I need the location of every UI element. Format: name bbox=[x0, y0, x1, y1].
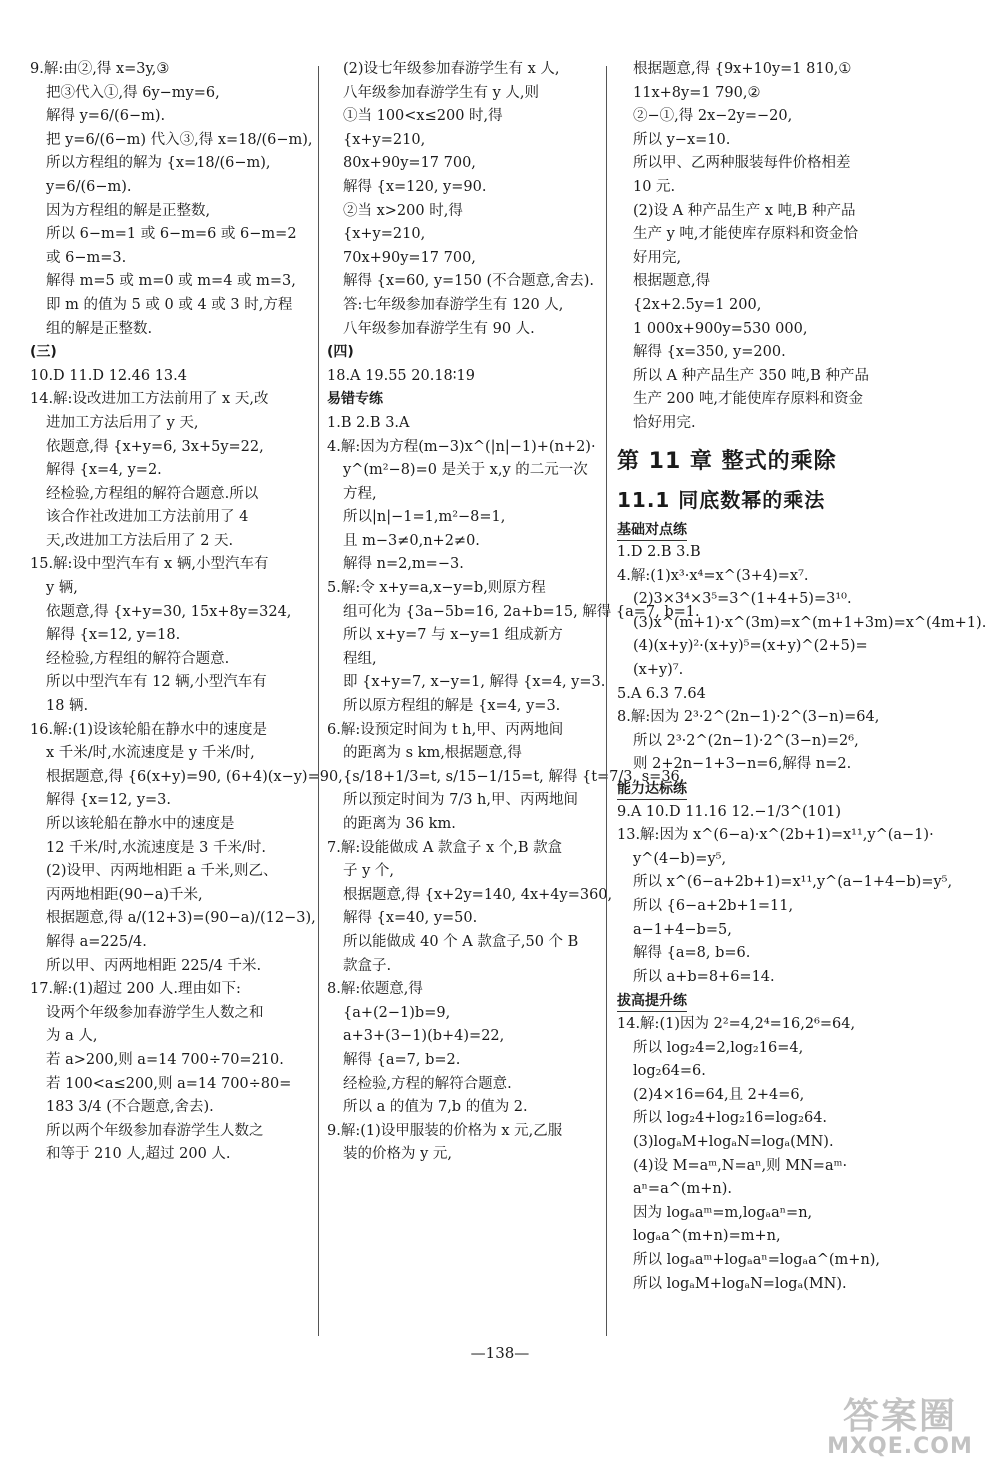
text-line: aⁿ=a^(m+n). bbox=[633, 1181, 733, 1198]
text-line: 所以预定时间为 7/3 h,甲、丙两地间 bbox=[343, 792, 579, 809]
text-line: {x+y=210, bbox=[343, 226, 426, 243]
text-line: 解得 {x=60, y=150 (不合题意,舍去). bbox=[343, 273, 594, 290]
text-line: 9.A 10.D 11.16 12.−1/3^(101) bbox=[617, 803, 842, 820]
text-line: 8.解:依题意,得 bbox=[327, 981, 423, 998]
text-line: 所以 x+y=7 与 x−y=1 组成新方 bbox=[343, 627, 563, 644]
text-line: (2)3×3⁴×3⁵=3^(1+4+5)=3¹⁰. bbox=[633, 591, 852, 608]
text-line: 即 {x+y=7, x−y=1, 解得 {x=4, y=3. bbox=[343, 674, 606, 691]
text-line: 所以 x^(6−a+2b+1)=x¹¹,y^(a−1+4−b)=y⁵, bbox=[633, 874, 953, 891]
text-line: 4.解:因为方程(m−3)x^(|n|−1)+(n+2)· bbox=[327, 438, 596, 455]
text-line: 天,改进加工方法后用了 2 天. bbox=[46, 532, 234, 549]
text-line: 解得 {x=40, y=50. bbox=[343, 910, 478, 927]
text-line: 5.解:令 x+y=a,x−y=b,则原方程 bbox=[327, 580, 546, 597]
text-line: 经检验,方程组的解符合题意.所以 bbox=[46, 485, 259, 502]
text-line: 解得 y=6/(6−m). bbox=[46, 108, 166, 125]
text-line: 5.A 6.3 7.64 bbox=[617, 685, 706, 702]
text-line: 设两个年级参加春游学生人数之和 bbox=[46, 1004, 264, 1021]
text-line: 17.解:(1)超过 200 人.理由如下: bbox=[30, 981, 241, 998]
text-line: 所以|n|−1=1,m²−8=1, bbox=[343, 509, 506, 526]
section-heading: (三) bbox=[30, 344, 57, 361]
text-line: 程组, bbox=[343, 650, 377, 667]
section-heading bbox=[617, 518, 897, 542]
text-line: (x+y)⁷. bbox=[633, 662, 684, 679]
subsection-label: 能力达标练 bbox=[617, 779, 687, 800]
text-line: 八年级参加春游学生有 90 人. bbox=[343, 320, 535, 337]
text-line: 18.A 19.55 20.18∶19 bbox=[327, 367, 475, 384]
text-line: 10.D 11.D 12.46 13.4 bbox=[30, 367, 187, 384]
text-line: 80x+90y=17 700, bbox=[343, 155, 476, 172]
text-line: ①当 100<x≤200 时,得 bbox=[343, 108, 503, 125]
text-line: 经检验,方程的解符合题意. bbox=[343, 1075, 512, 1092]
text-line: ②−①,得 2x−2y=−20, bbox=[633, 108, 793, 125]
text-line: 11x+8y=1 790,② bbox=[633, 84, 761, 101]
text-line: (2)4×16=64,且 2+4=6, bbox=[633, 1086, 805, 1103]
watermark-brand: 答案圈 bbox=[842, 1396, 957, 1437]
text-line: 和等于 210 人,超过 200 人. bbox=[46, 1146, 231, 1163]
text-line: 根据题意,得 {9x+10y=1 810,① bbox=[633, 61, 852, 77]
text-line: 所以甲、乙两种服装每件价格相差 bbox=[633, 155, 851, 172]
text-line: 解得 a=225/4. bbox=[46, 933, 147, 950]
text-line: 的距离为 36 km. bbox=[343, 816, 456, 832]
page-number: —138— bbox=[470, 1344, 530, 1362]
text-line: 若 a>200,则 a=14 700÷70=210. bbox=[46, 1051, 284, 1068]
text-line: {2x+2.5y=1 200, bbox=[633, 296, 762, 313]
text-line: 且 m−3≠0,n+2≠0. bbox=[343, 532, 480, 549]
text-line: 生产 y 吨,才能使库存原料和资金恰 bbox=[633, 226, 859, 243]
text-line: 18 辆. bbox=[46, 698, 89, 715]
text-line: logₐa^(m+n)=m+n, bbox=[633, 1228, 781, 1245]
column-3 bbox=[617, 58, 987, 1296]
subsection-label: 拔高提升练 bbox=[617, 991, 687, 1012]
text-line: 好用完, bbox=[633, 249, 682, 266]
section-title: 11.1 同底数幂的乘法 bbox=[617, 487, 826, 512]
text-line: (3)x^(m+1)·x^(3m)=x^(m+1+3m)=x^(4m+1). bbox=[633, 614, 987, 631]
text-line: y 辆, bbox=[46, 580, 78, 597]
text-line: 4.解:(1)x³·x⁴=x^(3+4)=x⁷. bbox=[617, 567, 809, 584]
text-line: 183 3/4 (不合题意,舍去). bbox=[46, 1099, 214, 1116]
text-line: 依题意,得 {x+y=6, 3x+5y=22, bbox=[46, 438, 264, 455]
text-line: (2)设七年级参加春游学生有 x 人, bbox=[343, 61, 560, 77]
text-line: 即 m 的值为 5 或 0 或 4 或 3 时,方程 bbox=[46, 296, 293, 313]
text-line: 根据题意,得 a/(12+3)=(90−a)/(12−3), bbox=[46, 910, 316, 927]
text-line: 1.D 2.B 3.B bbox=[617, 544, 701, 561]
text-line: a+3+(3−1)(b+4)=22, bbox=[343, 1028, 505, 1045]
text-line: 所以 logₐaᵐ+logₐaⁿ=logₐa^(m+n), bbox=[633, 1251, 881, 1268]
text-line: 所以 {6−a+2b+1=11, bbox=[633, 898, 794, 914]
text-line: 或 6−m=3. bbox=[46, 249, 127, 266]
text-line: 所以 6−m=1 或 6−m=6 或 6−m=2 bbox=[46, 226, 297, 243]
text-line: 组的解是正整数. bbox=[46, 320, 153, 337]
section-heading bbox=[617, 989, 897, 1013]
text-line: 所以 a+b=8+6=14. bbox=[633, 968, 775, 985]
text-line: 若 100<a≤200,则 a=14 700÷80= bbox=[46, 1075, 292, 1092]
watermark-logo bbox=[815, 1388, 985, 1466]
text-line: y=6/(6−m). bbox=[46, 178, 132, 195]
watermark-site: MXQE.COM bbox=[827, 1434, 973, 1459]
text-line: 解得 {x=4, y=2. bbox=[46, 462, 162, 479]
section-heading: (四) bbox=[327, 344, 354, 361]
text-line: 的距离为 s km,根据题意,得 bbox=[343, 745, 522, 762]
text-line: 所以 a 的值为 7,b 的值为 2. bbox=[343, 1099, 528, 1116]
text-line: (4)(x+y)²·(x+y)⁵=(x+y)^(2+5)= bbox=[633, 638, 868, 655]
text-line: 根据题意,得 {6(x+y)=90, (6+4)(x−y)=90, bbox=[46, 768, 343, 785]
text-line: 9.解:(1)设甲服装的价格为 x 元,乙服 bbox=[327, 1122, 563, 1139]
text-line: 依题意,得 {x+y=30, 15x+8y=324, bbox=[46, 603, 292, 620]
text-line: 恰好用完. bbox=[633, 414, 696, 431]
text-line: 解得 {x=12, y=18. bbox=[46, 627, 181, 644]
text-line: x 千米/时,水流速度是 y 千米/时, bbox=[46, 745, 255, 762]
text-line: 生产 200 吨,才能使库存原料和资金 bbox=[633, 391, 864, 408]
section-heading bbox=[617, 777, 897, 801]
text-line: 解得 {x=350, y=200. bbox=[633, 344, 786, 361]
text-line: 丙两地相距(90−a)千米, bbox=[46, 886, 203, 903]
text-line: 所以方程组的解为 {x=18/(6−m), bbox=[46, 155, 271, 172]
text-line: 装的价格为 y 元, bbox=[343, 1146, 453, 1163]
text-line: (3)logₐM+logₐN=logₐ(MN). bbox=[633, 1133, 834, 1150]
text-line: 根据题意,得 {x+2y=140, 4x+4y=360, bbox=[343, 886, 613, 903]
text-line: 则 2+2n−1+3−n=6,解得 n=2. bbox=[633, 756, 852, 773]
text-line: 12 千米/时,水流速度是 3 千米/时. bbox=[46, 839, 266, 856]
text-line: 所以该轮船在静水中的速度是 bbox=[46, 816, 235, 832]
text-line: 所以 log₂4=2,log₂16=4, bbox=[633, 1039, 804, 1056]
text-line: 7.解:设能做成 A 款盒子 x 个,B 款盒 bbox=[327, 839, 563, 856]
text-line: (2)设甲、丙两地相距 a 千米,则乙、 bbox=[46, 863, 278, 880]
text-line: 所以 y−x=10. bbox=[633, 131, 731, 148]
text-line: 14.解:设改进加工方法前用了 x 天,改 bbox=[30, 391, 269, 408]
text-line: 所以 logₐM+logₐN=logₐ(MN). bbox=[633, 1275, 847, 1292]
text-line: y^(m²−8)=0 是关于 x,y 的二元一次 bbox=[343, 462, 588, 479]
text-line: 解得 {a=7, b=2. bbox=[343, 1051, 461, 1068]
text-line: 所以 A 种产品生产 350 吨,B 种产品 bbox=[633, 367, 869, 384]
text-line: 所以能做成 40 个 A 款盒子,50 个 B bbox=[343, 933, 579, 950]
text-line: log₂64=6. bbox=[633, 1063, 706, 1080]
text-line: 70x+90y=17 700, bbox=[343, 249, 476, 266]
subsection-label: 基础对点练 bbox=[617, 520, 687, 541]
column-divider bbox=[606, 66, 607, 1336]
text-line: 15.解:设中型汽车有 x 辆,小型汽车有 bbox=[30, 556, 269, 573]
text-line: 解得 n=2,m=−3. bbox=[343, 556, 464, 573]
text-line: 8.解:因为 2³·2^(2n−1)·2^(3−n)=64, bbox=[617, 709, 880, 726]
text-line: 方程, bbox=[343, 485, 377, 502]
text-line: 所以甲、丙两地相距 225/4 千米. bbox=[46, 957, 262, 974]
text-line: 所以 log₂4+log₂16=log₂64. bbox=[633, 1110, 828, 1127]
text-line: 答:七年级参加春游学生有 120 人, bbox=[343, 296, 564, 313]
text-line: 子 y 个, bbox=[343, 863, 395, 880]
text-line: 14.解:(1)因为 2²=4,2⁴=16,2⁶=64, bbox=[617, 1015, 856, 1032]
text-line: 1.B 2.B 3.A bbox=[327, 414, 410, 431]
text-line: 1 000x+900y=530 000, bbox=[633, 320, 808, 337]
text-line: 因为方程组的解是正整数, bbox=[46, 202, 211, 219]
column-3-top bbox=[617, 58, 897, 436]
text-line: 为 a 人, bbox=[46, 1028, 98, 1045]
text-line: (4)设 M=aᵐ,N=aⁿ,则 MN=aᵐ· bbox=[633, 1157, 848, 1174]
column-3-bottom bbox=[617, 518, 987, 1297]
column-divider bbox=[318, 66, 319, 1336]
section-heading: 易错专练 bbox=[327, 391, 383, 408]
chapter-title: 第 11 章 整式的乘除 bbox=[617, 448, 837, 474]
text-line: 16.解:(1)设该轮船在静水中的速度是 bbox=[30, 721, 267, 738]
text-line: 把 y=6/(6−m) 代入③,得 x=18/(6−m), bbox=[46, 131, 313, 148]
text-line: 经检验,方程组的解符合题意. bbox=[46, 650, 230, 667]
text-line: 所以两个年级参加春游学生人数之 bbox=[46, 1122, 264, 1139]
text-line: 八年级参加春游学生有 y 人,则 bbox=[343, 84, 540, 101]
text-line: 根据题意,得 bbox=[633, 273, 711, 290]
text-line: 组可化为 {3a−5b=16, 2a+b=15, 解得 {a=7, b=1. bbox=[343, 603, 700, 620]
text-line: 解得 {x=120, y=90. bbox=[343, 178, 487, 195]
text-line: ②当 x>200 时,得 bbox=[343, 202, 463, 219]
text-line: 该合作社改进加工方法前用了 4 bbox=[46, 509, 249, 526]
text-line: 把③代入①,得 6y−my=6, bbox=[46, 84, 220, 101]
text-line: 解得 {x=12, y=3. bbox=[46, 792, 172, 809]
text-line: {x+y=210, bbox=[343, 131, 426, 148]
text-line: 解得 m=5 或 m=0 或 m=4 或 m=3, bbox=[46, 273, 296, 290]
text-line: 解得 {a=8, b=6. bbox=[633, 945, 751, 962]
text-line: 9.解:由②,得 x=3y,③ bbox=[30, 61, 170, 77]
text-line: {s/18+1/3=t, s/15−1/15=t, 解得 {t=7/3, s=36. bbox=[343, 768, 685, 785]
text-line: 所以原方程组的解是 {x=4, y=3. bbox=[343, 698, 561, 715]
text-line: a−1+4−b=5, bbox=[633, 921, 732, 938]
text-line: 10 元. bbox=[633, 178, 676, 195]
text-line: 6.解:设预定时间为 t h,甲、丙两地间 bbox=[327, 721, 564, 738]
text-line: 13.解:因为 x^(6−a)·x^(2b+1)=x¹¹,y^(a−1)· bbox=[617, 827, 934, 844]
text-line: 所以中型汽车有 12 辆,小型汽车有 bbox=[46, 674, 267, 691]
text-line: {a+(2−1)b=9, bbox=[343, 1004, 451, 1021]
text-line: y^(4−b)=y⁵, bbox=[633, 850, 727, 867]
column-1 bbox=[30, 58, 343, 1167]
text-line: 进加工方法后用了 y 天, bbox=[46, 414, 199, 431]
text-line: 所以 2³·2^(2n−1)·2^(3−n)=2⁶, bbox=[633, 732, 859, 749]
text-line: (2)设 A 种产品生产 x 吨,B 种产品 bbox=[633, 202, 856, 219]
text-line: 因为 logₐaᵐ=m,logₐaⁿ=n, bbox=[633, 1204, 813, 1221]
text-line: 款盒子. bbox=[343, 957, 392, 974]
